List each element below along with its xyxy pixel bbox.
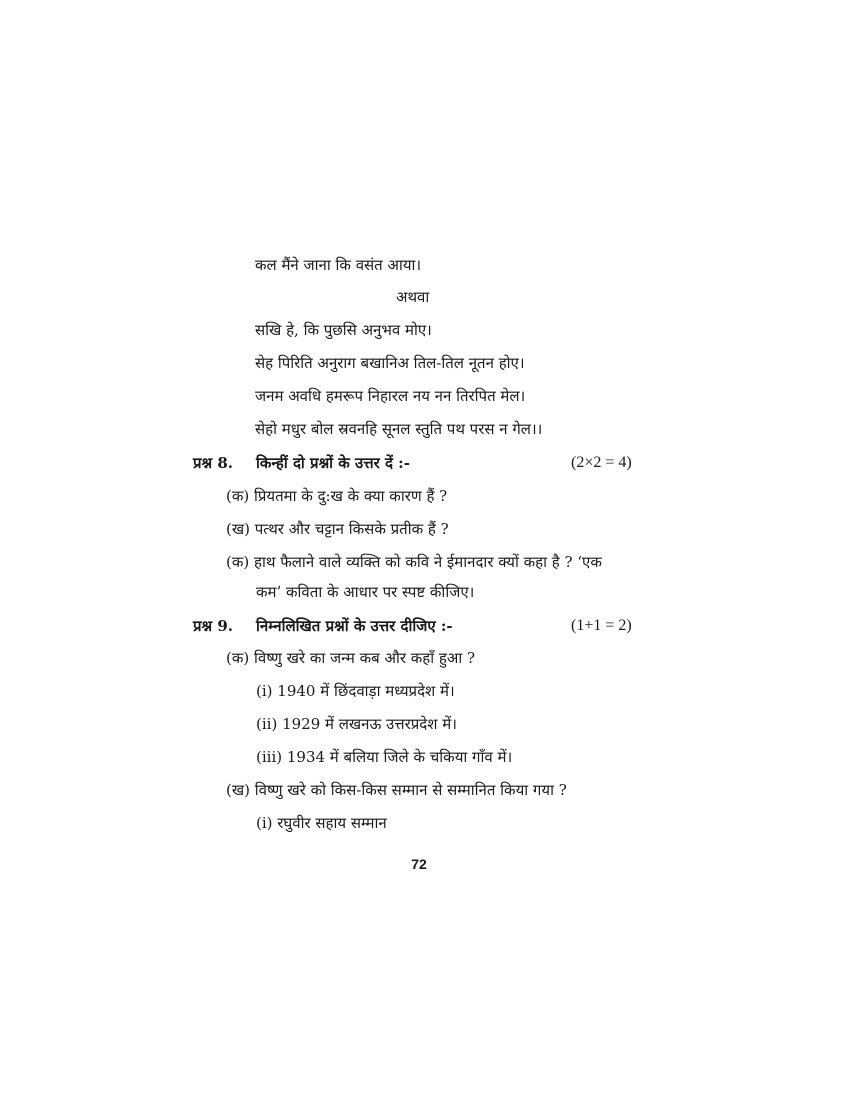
question-8-item: (क) हाथ फैलाने वाले व्यक्ति को कवि ने ईमानदार क्यों कहा है ? ‘एक xyxy=(226,553,602,571)
question-8-text: किन्हीं दो प्रश्नों के उत्तर दें :- xyxy=(256,454,410,472)
question-8-marks: (2×2 = 4) xyxy=(571,454,632,471)
question-8-label: प्रश्न 8. xyxy=(193,454,234,472)
question-9-option: (i) 1940 में छिंदवाड़ा मध्यप्रदेश में। xyxy=(256,682,455,700)
poem-line-2: सखि हे, कि पुछसि अनुभव मोए। xyxy=(255,321,432,339)
or-label: अथवा xyxy=(396,288,430,306)
question-9-text: निम्नलिखित प्रश्नों के उत्तर दीजिए :- xyxy=(256,617,453,635)
question-9-part-b: (ख) विष्णु खरे को किस-किस सम्मान से सम्मानित किया गया ? xyxy=(226,781,567,799)
poem-line-4: जनम अवधि हमरूप निहारल नय नन तिरपित मेल। xyxy=(255,387,526,405)
question-9-option: (i) रघुवीर सहाय सम्मान xyxy=(256,814,387,832)
question-9-option: (iii) 1934 में बलिया जिले के चकिया गाँव में। xyxy=(256,748,513,766)
question-9-label: प्रश्न 9. xyxy=(193,617,234,635)
page-number: 72 xyxy=(411,856,427,872)
question-8-item: (क) प्रियतमा के दु:ख के क्या कारण हैं ? xyxy=(226,487,448,505)
poem-line-3: सेह पिरिति अनुराग बखानिअ तिल-तिल नूतन होए। xyxy=(255,354,525,372)
poem-line-5: सेहो मधुर बोल स्रवनहि सूनल स्तुति पथ परस न गेल।। xyxy=(255,420,543,438)
question-9-option: (ii) 1929 में लखनऊ उत्तरप्रदेश में। xyxy=(256,715,457,733)
question-9-marks: (1+1 = 2) xyxy=(571,617,632,634)
question-8-item: (ख) पत्थर और चट्टान किसके प्रतीक हैं ? xyxy=(226,520,449,538)
question-8-item-continued: कम’ कविता के आधार पर स्पष्ट कीजिए। xyxy=(256,583,475,601)
poem-line-1: कल मैंने जाना कि वसंत आया। xyxy=(255,256,422,274)
question-9-part-a: (क) विष्णु खरे का जन्म कब और कहाँ हुआ ? xyxy=(226,649,475,667)
